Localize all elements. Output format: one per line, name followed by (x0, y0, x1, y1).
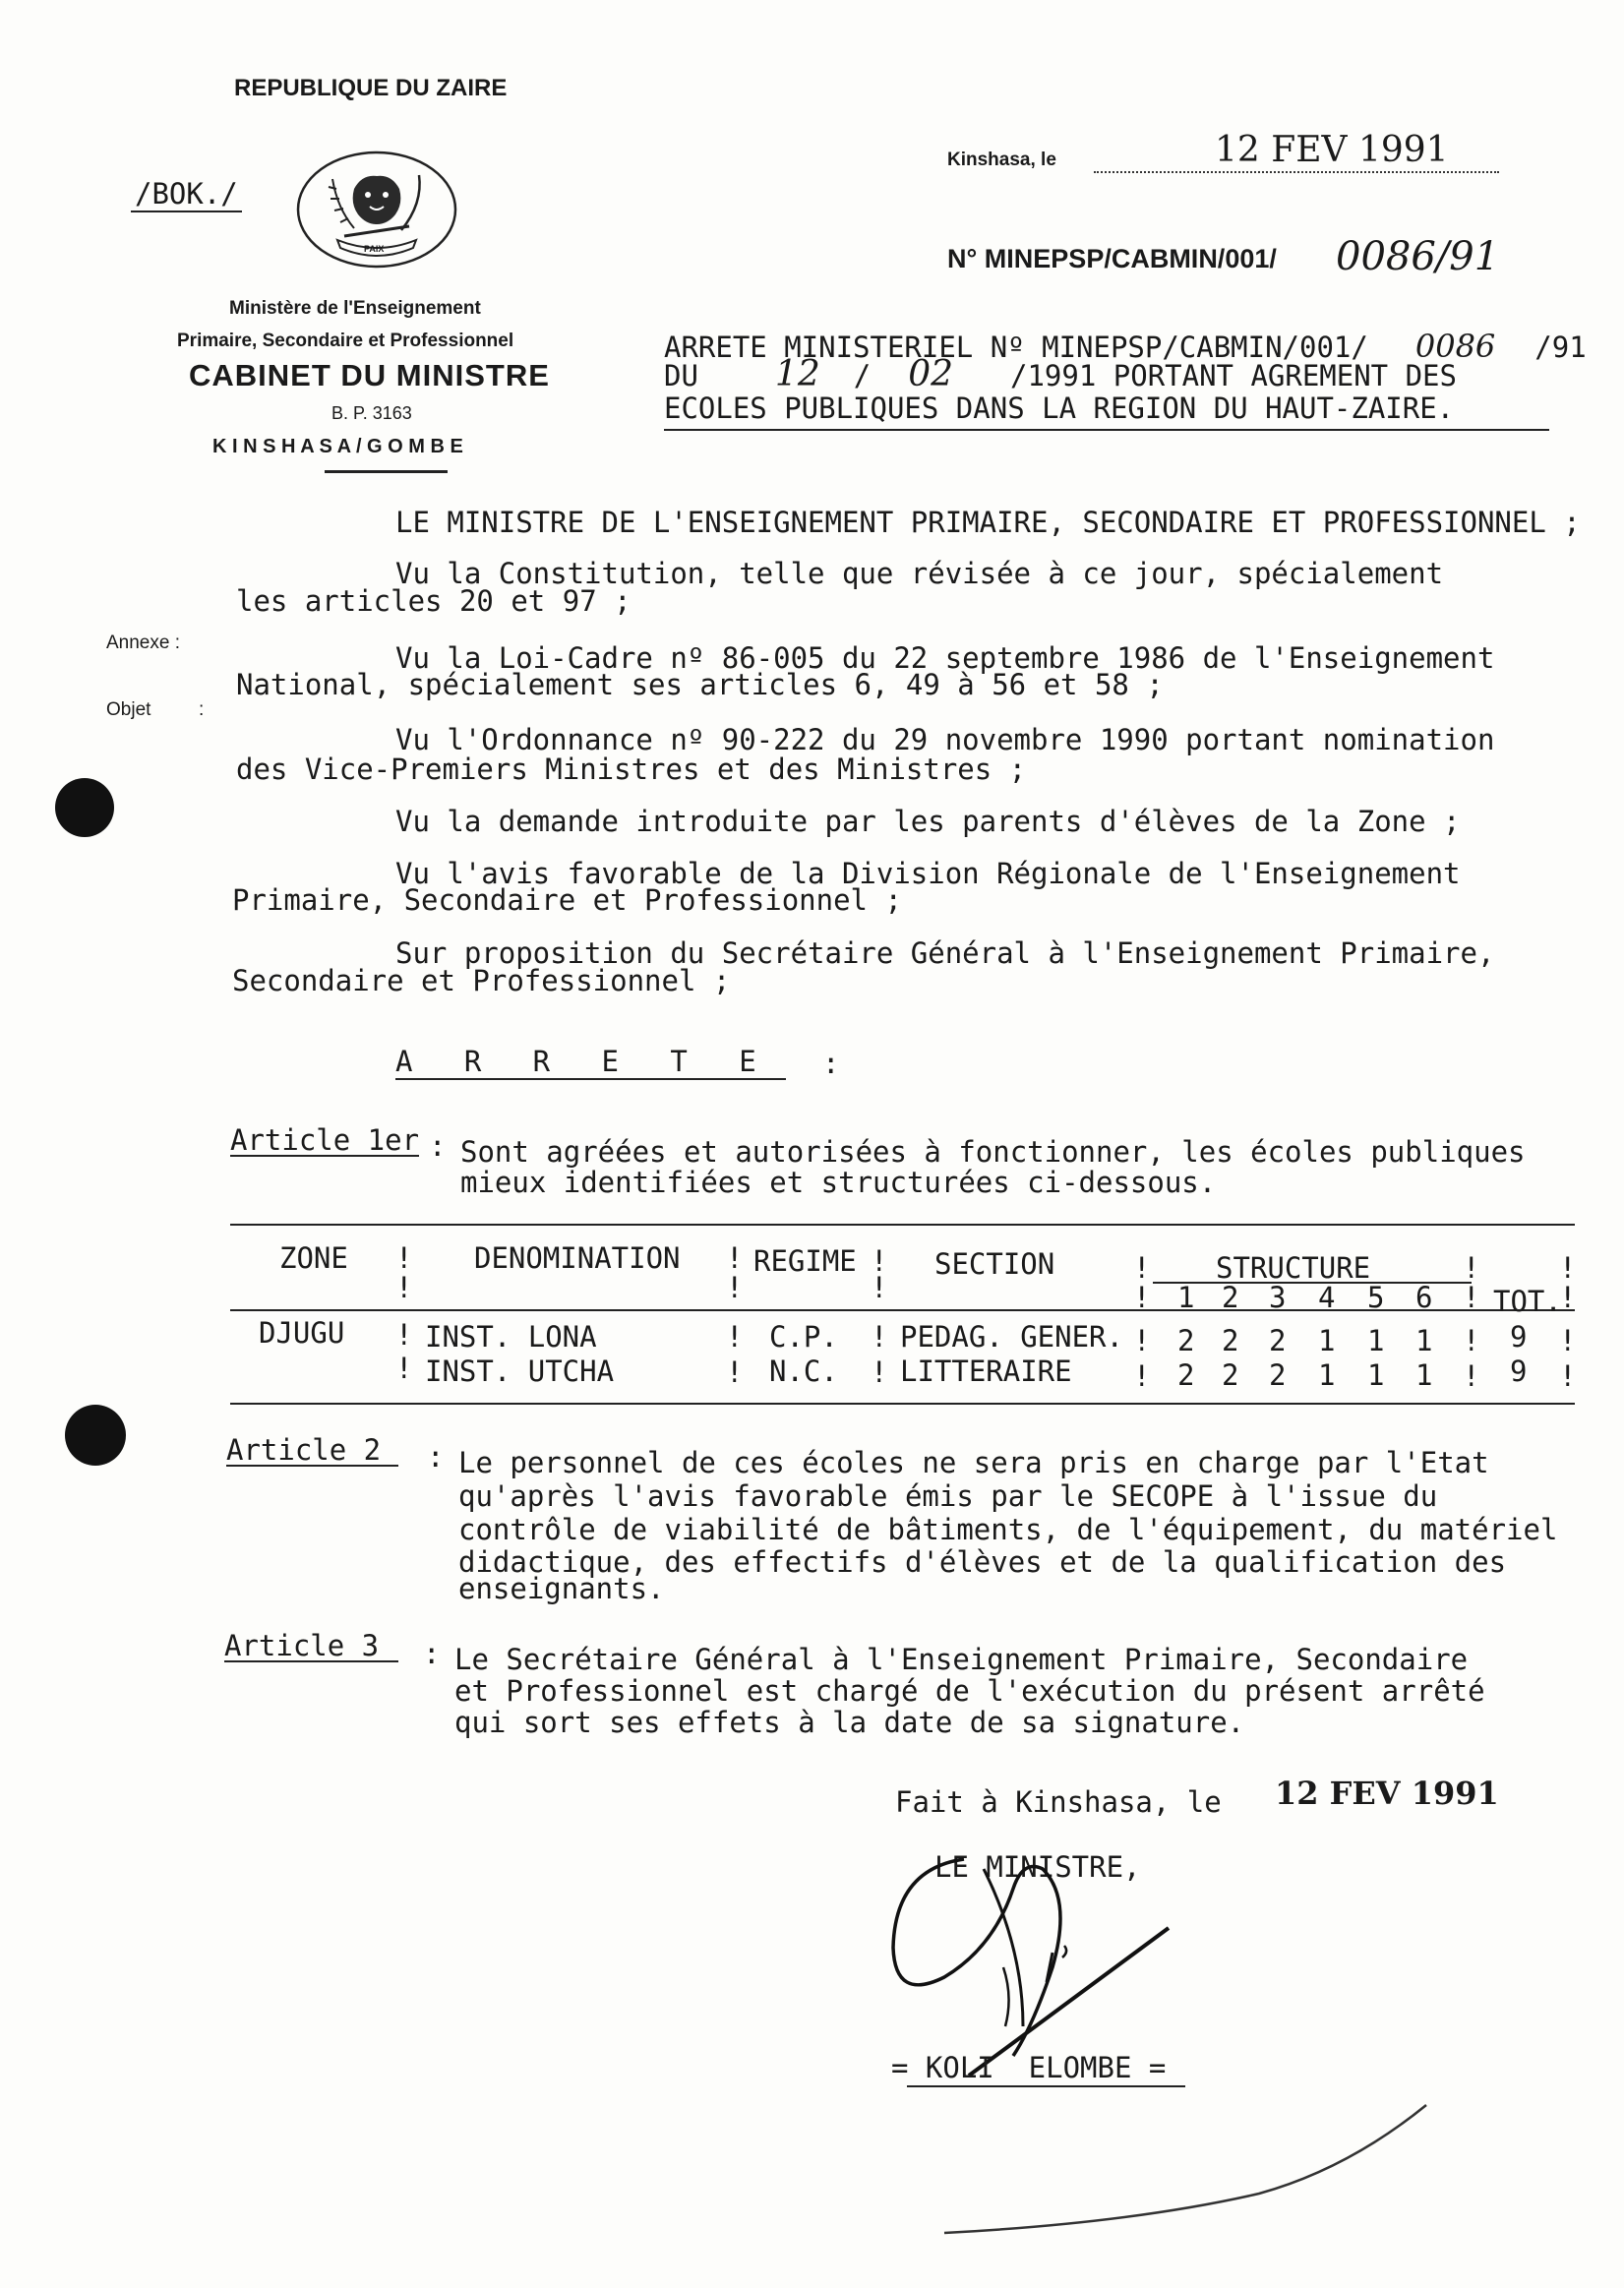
column-separator-mark: ! (1133, 1359, 1151, 1393)
column-separator-mark: ! (395, 1241, 413, 1275)
structure-column-5: 5 (1367, 1281, 1385, 1314)
objet-label: Objet (106, 699, 151, 720)
subject-day-handwritten: 12 (774, 354, 820, 394)
column-separator-mark: ! (726, 1355, 744, 1389)
seal-motto: PAIX (364, 244, 385, 254)
column-separator-mark: ! (1133, 1324, 1151, 1357)
article-2-line-1: Le personnel de ces écoles ne sera pris en charge par l'Etat (458, 1446, 1489, 1479)
dateline-dotted (1094, 171, 1499, 173)
annexe-label: Annexe : (106, 632, 180, 653)
article-3-separator: : (423, 1637, 441, 1670)
signature-scrawl (875, 1830, 1190, 2076)
column-separator-mark: ! (1463, 1324, 1480, 1357)
cell-section: PEDAG. GENER. (900, 1320, 1123, 1354)
column-separator-mark: ! (871, 1320, 888, 1354)
cell-structure-2: 2 (1222, 1358, 1239, 1392)
punch-hole-top (55, 778, 114, 837)
subject-underline (664, 429, 1549, 431)
cell-regime: C.P. (769, 1320, 838, 1354)
column-separator-mark: ! (395, 1352, 413, 1385)
cell-structure-6: 1 (1415, 1358, 1433, 1392)
column-separator-mark: ! (395, 1318, 413, 1352)
vu-loi-cadre-line-2: National, spécialement ses articles 6, 49 à 56 et 58 ; (236, 668, 1164, 701)
cell-structure-1: 2 (1177, 1358, 1195, 1392)
cell-section: LITTERAIRE (900, 1355, 1072, 1388)
subject-line-2 (664, 354, 1457, 394)
article-2-separator: : (427, 1440, 445, 1474)
national-seal (293, 150, 460, 270)
po-box: B. P. 3163 (331, 403, 412, 423)
header-zone: ZONE (279, 1241, 348, 1275)
punch-hole-bottom (65, 1405, 126, 1466)
article-2-line-4: didactique, des effectifs d'élèves et de la qualification des (458, 1545, 1507, 1579)
header-structure: STRUCTURE (1216, 1251, 1371, 1285)
column-separator-mark: ! (1133, 1281, 1151, 1314)
cell-structure-3: 2 (1269, 1324, 1287, 1357)
column-separator-mark: ! (726, 1241, 744, 1275)
table-bottom-rule (230, 1403, 1575, 1405)
column-separator-mark: ! (1559, 1324, 1577, 1357)
minister-name: = KOLI ELOMBE = (891, 2051, 1167, 2084)
cell-structure-4: 1 (1318, 1358, 1336, 1392)
city-line: K I N S H A S A / G O M B E (212, 436, 463, 457)
article-2-line-2: qu'après l'avis favorable émis par le SECOPE à l'issue du (458, 1479, 1438, 1513)
cell-structure-6: 1 (1415, 1324, 1433, 1357)
header-total: TOT. (1493, 1285, 1562, 1318)
cell-tot: 9 (1510, 1320, 1528, 1354)
column-separator-mark: ! (1463, 1251, 1480, 1285)
article-1-label: Article 1er (230, 1123, 420, 1157)
cell-regime: N.C. (769, 1355, 838, 1388)
article-1-separator: : (429, 1129, 447, 1163)
subject-line-2-suffix: /1991 PORTANT AGREMENT DES (1010, 359, 1457, 392)
dateline-date: 12 FEV 1991 (1215, 130, 1449, 170)
vu-avis-line-1: Vu l'avis favorable de la Division Régionale de l'Enseignement (395, 857, 1461, 890)
structure-column-4: 4 (1318, 1281, 1336, 1314)
reference-number-handwritten: 0086/91 (1336, 234, 1500, 279)
article-3-line-3: qui sort ses effets à la date de sa signature. (454, 1706, 1245, 1739)
column-separator-mark: ! (871, 1355, 888, 1389)
article-2-line-3: contrôle de viabilité de bâtiments, de l'équipement, du matériel (458, 1513, 1558, 1546)
column-separator-mark: ! (1559, 1359, 1577, 1393)
cell-structure-4: 1 (1318, 1324, 1336, 1357)
closing-date-stamp: 12 FEV 1991 (1275, 1775, 1499, 1812)
column-separator-mark: ! (1463, 1359, 1480, 1393)
preamble-heading: LE MINISTRE DE L'ENSEIGNEMENT PRIMAIRE, SECONDAIRE ET PROFESSIONNEL ; (395, 506, 1581, 539)
column-separator-mark: ! (1463, 1281, 1480, 1314)
cell-structure-3: 2 (1269, 1358, 1287, 1392)
sur-proposition-line-1: Sur proposition du Secrétaire Général à l'Enseignement Primaire, (395, 936, 1495, 970)
vu-ordonnance-line-2: des Vice-Premiers Ministres et des Ministres ; (236, 753, 1027, 786)
structure-column-3: 3 (1269, 1281, 1287, 1314)
vu-constitution-line-2: les articles 20 et 97 ; (236, 584, 632, 618)
column-separator-mark: ! (871, 1244, 888, 1278)
article-3-label: Article 3 (224, 1631, 398, 1662)
table-top-rule (230, 1224, 1575, 1226)
article-3-line-1: Le Secrétaire Général à l'Enseignement Primaire, Secondaire (454, 1643, 1469, 1676)
article-3-line-2: et Professionnel est chargé de l'exécution du présent arrêté (454, 1674, 1485, 1708)
subject-line-2-prefix: DU (664, 359, 698, 392)
subject-date-separator: / (853, 359, 872, 392)
arrete-heading: A R R E T E (395, 1045, 786, 1080)
header-section: SECTION (934, 1247, 1055, 1281)
arrete-colon: : (822, 1047, 840, 1080)
republic-heading: REPUBLIQUE DU ZAIRE (234, 75, 508, 101)
city-underline (325, 470, 448, 473)
column-separator-mark: ! (726, 1271, 744, 1304)
subject-line-1-prefix: ARRETE MINISTERIEL Nº MINEPSP/CABMIN/001/ (664, 331, 1368, 364)
structure-column-2: 2 (1222, 1281, 1239, 1314)
reference-number-label: N° MINEPSP/CABMIN/001/ (947, 244, 1277, 273)
article-2-label: Article 2 (226, 1435, 398, 1467)
column-separator-mark: ! (1559, 1251, 1577, 1285)
vu-loi-cadre-line-1: Vu la Loi-Cadre nº 86-005 du 22 septembre 1986 de l'Enseignement (395, 641, 1495, 675)
ministry-line-1: Ministère de l'Enseignement (229, 298, 481, 319)
vu-avis-line-2: Primaire, Secondaire et Professionnel ; (232, 883, 902, 917)
minister-name-underline (907, 2085, 1185, 2087)
cell-structure-2: 2 (1222, 1324, 1239, 1357)
cell-denomination: INST. UTCHA (425, 1355, 615, 1388)
subject-line-3: ECOLES PUBLIQUES DANS LA REGION DU HAUT-ZAIRE. (664, 391, 1455, 425)
cell-zone: DJUGU (259, 1316, 345, 1350)
objet-colon: : (199, 699, 205, 720)
header-regime: REGIME (753, 1244, 857, 1278)
cabinet-title: CABINET DU MINISTRE (189, 358, 550, 392)
subject-line-1-suffix: /91 (1534, 331, 1587, 364)
cell-structure-5: 1 (1367, 1358, 1385, 1392)
sur-proposition-line-2: Secondaire et Professionnel ; (232, 964, 731, 997)
column-separator-mark: ! (1559, 1281, 1577, 1314)
dateline-label: Kinshasa, le (947, 150, 1056, 170)
reference-code (131, 177, 242, 212)
vu-demande-line: Vu la demande introduite par les parents d'élèves de la Zone ; (395, 805, 1461, 838)
reference-code-text: /BOK./ (135, 177, 238, 211)
closing-place: Fait à Kinshasa, le (895, 1785, 1222, 1819)
article-2-line-5: enseignants. (458, 1572, 665, 1605)
subject-month-handwritten: 02 (908, 354, 954, 394)
cell-structure-5: 1 (1367, 1324, 1385, 1357)
article-1-line-1: Sont agréées et autorisées à fonctionner, les écoles publiques (460, 1135, 1526, 1169)
column-separator-mark: ! (726, 1320, 744, 1354)
ministry-line-2: Primaire, Secondaire et Professionnel (177, 331, 514, 351)
column-separator-mark: ! (1133, 1251, 1151, 1285)
cell-structure-1: 2 (1177, 1324, 1195, 1357)
cell-tot: 9 (1510, 1355, 1528, 1388)
column-separator-mark: ! (871, 1271, 888, 1304)
subject-number-handwritten: 0086 (1414, 328, 1496, 365)
cell-denomination: INST. LONA (425, 1320, 597, 1354)
structure-column-1: 1 (1177, 1281, 1195, 1314)
scan-pen-stroke (934, 2095, 1446, 2243)
vu-constitution-line-1: Vu la Constitution, telle que révisée à ce jour, spécialement (395, 557, 1444, 590)
column-separator-mark: ! (395, 1271, 413, 1304)
vu-ordonnance-line-1: Vu l'Ordonnance nº 90-222 du 29 novembre 1990 portant nomination (395, 723, 1495, 756)
article-1-line-2: mieux identifiées et structurées ci-dessous. (460, 1166, 1217, 1199)
structure-column-6: 6 (1415, 1281, 1433, 1314)
minister-title: LE MINISTRE, (934, 1850, 1141, 1884)
header-denomination: DENOMINATION (474, 1241, 681, 1275)
